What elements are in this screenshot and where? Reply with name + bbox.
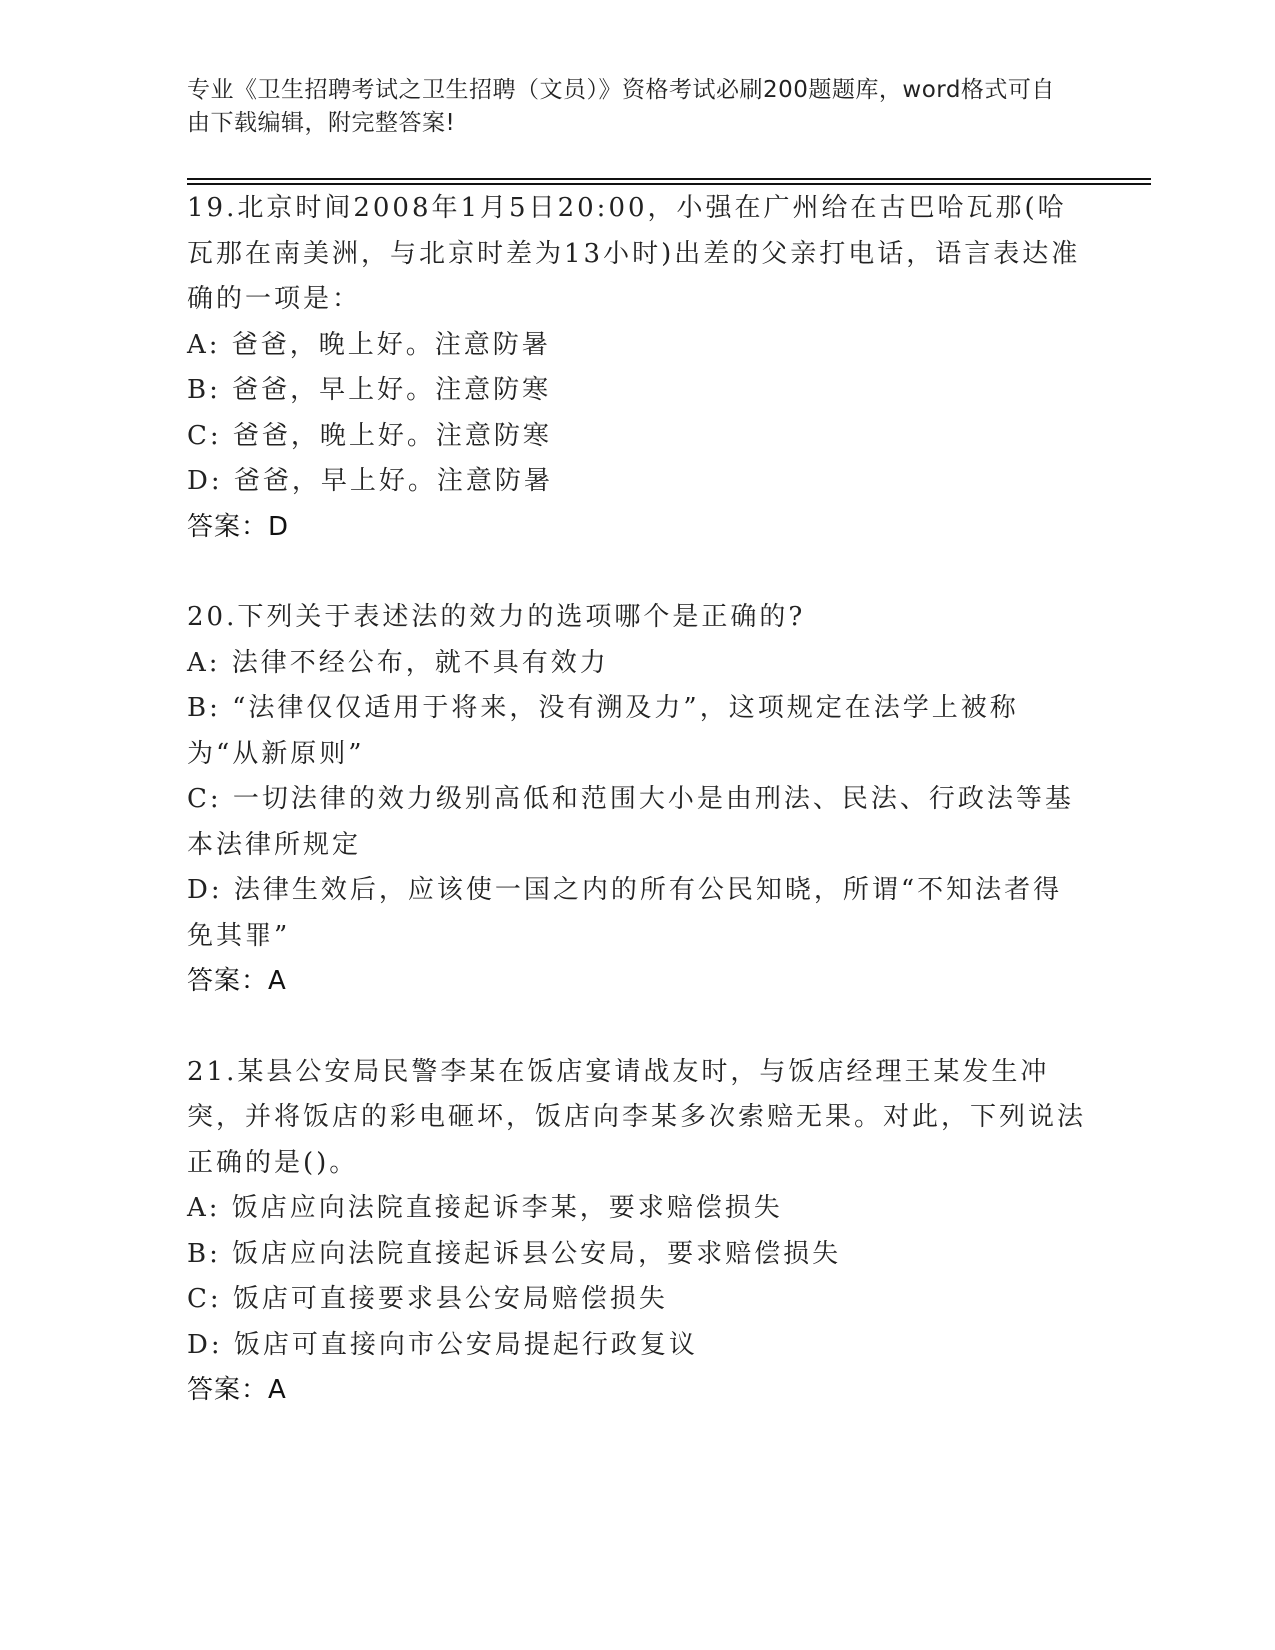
question-stem: 19.北京时间2008年1月5日20:00，小强在广州给在古巴哈瓦那(哈瓦那在南美洲，与北京时差为13小时)出差的父亲打电话，语言表达准确的一项是： bbox=[187, 193, 1081, 314]
question-stem: 21.某县公安局民警李某在饭店宴请战友时，与饭店经理王某发生冲突，并将饭店的彩电砸坏，饭店向李某多次索赔无果。对此，下列说法正确的是()。 bbox=[187, 1056, 1087, 1178]
option-a: A: 爸爸，晚上好。注意防暑 bbox=[187, 329, 551, 360]
option-b: B: “法律仅仅适用于将来，没有溯及力”，这项规定在法学上被称为“从新原则” bbox=[187, 693, 1019, 769]
spacer bbox=[187, 1005, 1087, 1050]
question-20 bbox=[187, 595, 1087, 1005]
answer-line: 答案：D bbox=[187, 511, 290, 542]
header-divider-top bbox=[187, 178, 1151, 180]
option-c: C: 一切法律的效力级别高低和范围大小是由刑法、民法、行政法等基本法律所规定 bbox=[187, 784, 1074, 860]
question-19 bbox=[187, 186, 1087, 550]
option-b: B: 饭店应向法院直接起诉县公安局，要求赔偿损失 bbox=[187, 1238, 842, 1269]
option-a: A: 饭店应向法院直接起诉李某，要求赔偿损失 bbox=[187, 1193, 783, 1223]
option-c: C: 爸爸，晚上好。注意防寒 bbox=[187, 420, 552, 451]
option-d: D: 爸爸，早上好。注意防暑 bbox=[187, 466, 553, 496]
option-a: A: 法律不经公布，就不具有效力 bbox=[187, 647, 609, 678]
answer-line: 答案：A bbox=[187, 966, 287, 996]
option-b: B: 爸爸，早上好。注意防寒 bbox=[187, 375, 552, 405]
option-c: C: 饭店可直接要求县公安局赔偿损失 bbox=[187, 1284, 668, 1314]
spacer bbox=[187, 550, 1087, 595]
question-list bbox=[187, 186, 1087, 1414]
document-header: 专业《卫生招聘考试之卫生招聘（文员）》资格考试必刷200题题库，word格式可自由下载编辑，附完整答案! bbox=[187, 77, 1055, 136]
question-stem: 20.下列关于表述法的效力的选项哪个是正确的? bbox=[187, 602, 806, 632]
answer-line: 答案：A bbox=[187, 1375, 287, 1405]
header-divider-bottom bbox=[187, 183, 1151, 185]
option-d: D: 法律生效后，应该使一国之内的所有公民知晓，所谓“不知法者得免其罪” bbox=[187, 875, 1063, 951]
option-d: D: 饭店可直接向市公安局提起行政复议 bbox=[187, 1329, 698, 1360]
question-21 bbox=[187, 1050, 1087, 1414]
